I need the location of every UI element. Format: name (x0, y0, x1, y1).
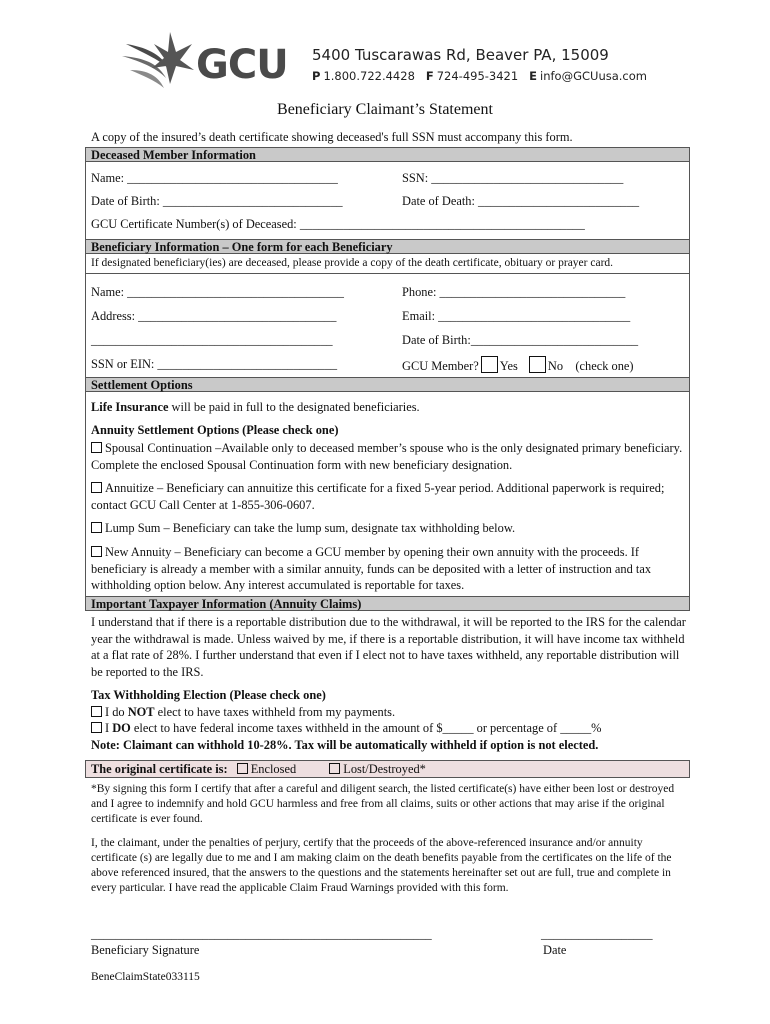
not-withheld-checkbox[interactable] (91, 706, 102, 717)
spousal-checkbox[interactable] (91, 442, 102, 453)
deceased-dod-field[interactable]: Date of Death: __________________________ (402, 194, 640, 208)
phone-label: P (312, 69, 321, 83)
annuity-options-heading: Annuity Settlement Options (Please check one) (91, 423, 339, 437)
deceased-heading: Deceased Member Information (85, 147, 690, 162)
lump-sum-checkbox[interactable] (91, 522, 102, 533)
new-annuity-option (91, 544, 691, 594)
lost-checkbox[interactable] (329, 763, 340, 774)
check-one-hint: (check one) (575, 359, 634, 373)
company-address: 5400 Tuscarawas Rd, Beaver PA, 15009 (312, 46, 609, 64)
original-certificate-bar (85, 760, 690, 778)
member-yes-label: Yes (499, 359, 518, 373)
opt1-pre: I do (105, 705, 128, 719)
life-insurance-rest: will be paid in full to the designated beneficiaries. (168, 400, 420, 414)
deceased-name-field[interactable]: Name: __________________________________ (91, 171, 338, 185)
enclosed-checkbox[interactable] (237, 763, 248, 774)
new-annuity-checkbox[interactable] (91, 546, 102, 557)
tax-note: Note: Claimant can withhold 10-28%. Tax will be automatically withheld if option is not elected. (91, 738, 599, 752)
certify-text: *By signing this form I certify that after a careful and diligent search, the listed certificate(s) have either been lost or destroyed and I agree to indemnify and hold GCU harmless and free from all claims, suits or other actions that may arise if the original certificate is ever found. (91, 783, 675, 825)
fax-label: F (425, 69, 434, 83)
phone-number: 1.800.722.4428 (323, 69, 415, 83)
enclosed-label: Enclosed (250, 762, 297, 776)
gcu-member-row (402, 356, 634, 374)
beneficiary-ssn-field[interactable]: SSN or EIN: _____________________________ (91, 357, 338, 371)
member-no-checkbox[interactable] (529, 356, 546, 373)
beneficiary-note: If designated beneficiary(ies) are deceased, please provide a copy of the death certificate, obituary or prayer card. (91, 257, 614, 269)
signature-line[interactable]: _______________________________________________________ (91, 927, 432, 941)
fax-number: 724-495-3421 (436, 69, 519, 83)
form-title: Beneficiary Claimant’s Statement (277, 101, 493, 118)
beneficiary-address2-field[interactable]: _______________________________________ (91, 333, 333, 347)
new-annuity-text: New Annuity – Beneficiary can become a GCU member by opening their own annuity with the proceeds. If beneficiary is already a member with a similar annuity, funds can be deposited with a letter of instruction and tax withholding option below. Any interest accumulated is reportable for taxes. (91, 545, 652, 592)
gcu-member-label: GCU Member? (402, 359, 479, 373)
annuitize-checkbox[interactable] (91, 482, 102, 493)
beneficiary-heading: Beneficiary Information – One form for each Beneficiary (85, 239, 690, 254)
date-label: Date (543, 943, 567, 957)
lump-sum-option (91, 520, 691, 537)
withheld-checkbox[interactable] (91, 722, 102, 733)
deceased-ssn-field[interactable]: SSN: _______________________________ (402, 171, 624, 185)
annuitize-option (91, 480, 691, 513)
deceased-cert-field[interactable]: GCU Certificate Number(s) of Deceased: ______________________________________________ (91, 217, 585, 231)
intro-text: A copy of the insured’s death certificate showing deceased's full SSN must accompany this form. (91, 130, 573, 144)
email-address: info@GCUusa.com (540, 69, 647, 83)
company-contacts (312, 69, 647, 83)
tax-option-withheld (91, 721, 602, 736)
gcu-logo (120, 26, 302, 92)
date-line[interactable]: __________________ (541, 927, 653, 941)
beneficiary-email-field[interactable]: Email: _______________________________ (402, 309, 631, 323)
beneficiary-dob-field[interactable]: Date of Birth:___________________________ (402, 333, 639, 347)
taxpayer-body: I understand that if there is a reportable distribution due to the withdrawal, it will be reported to the IRS for the calendar year the withdrawal is made. Unless waived by me, if there is a reportable distribution, it will have income tax withheld at a flat rate of 28%. I further understand that even if I elect not to have taxes withheld, any reportable distribution will be reported to the IRS. (91, 615, 686, 679)
email-label: E (529, 69, 538, 83)
tax-election-heading: Tax Withholding Election (Please check one) (91, 688, 326, 702)
opt1-post: elect to have taxes withheld from my payments. (154, 705, 396, 719)
tax-option-not-withheld (91, 705, 395, 720)
spousal-text: Spousal Continuation –Available only to deceased member’s spouse who is the only designated primary beneficiary. Complete the enclosed Spousal Continuation form with new beneficiary designation. (91, 441, 683, 472)
divider (85, 273, 690, 274)
spousal-option (91, 440, 691, 473)
lost-label: Lost/Destroyed* (343, 762, 426, 776)
member-no-label: No (547, 359, 564, 373)
beneficiary-name-field[interactable]: Name: ___________________________________ (91, 285, 344, 299)
logo-text: GCU (196, 42, 288, 88)
opt1-bold: NOT (127, 705, 155, 719)
lump-sum-text: Lump Sum – Beneficiary can take the lump sum, designate tax withholding below. (105, 521, 516, 535)
opt2-post: elect to have federal income taxes withheld in the amount of $_____ or percentage of _____% (130, 721, 602, 735)
member-yes-checkbox[interactable] (481, 356, 498, 373)
original-certificate-label: The original certificate is: (91, 762, 228, 776)
form-code: BeneClaimState033115 (91, 971, 200, 983)
settlement-heading: Settlement Options (85, 377, 690, 392)
beneficiary-address-field[interactable]: Address: ________________________________ (91, 309, 337, 323)
life-insurance-text (91, 400, 420, 415)
perjury-text: I, the claimant, under the penalties of perjury, certify that the proceeds of the above-referenced insurance and/or annuity certificate (s) are legally due to me and I am making claim on the death benefits payable from the certificates on the life of the above referenced insured, that the answers to the questions and the statements hereinafter set out are full, true and complete in every particular. I have read the applicable Claim Fraud Warnings provided with this form. (91, 837, 672, 894)
opt2-bold: DO (112, 721, 131, 735)
life-insurance-bold: Life Insurance (91, 400, 169, 414)
beneficiary-phone-field[interactable]: Phone: ______________________________ (402, 285, 626, 299)
deceased-dob-field[interactable]: Date of Birth: _____________________________ (91, 194, 343, 208)
signature-label: Beneficiary Signature (91, 943, 200, 957)
annuitize-text: Annuitize – Beneficiary can annuitize this certificate for a fixed 5-year period. Additional paperwork is required; contact GCU Call Center at 1-855-306-0607. (91, 481, 665, 512)
opt2-pre: I (105, 721, 113, 735)
taxpayer-heading: Important Taxpayer Information (Annuity Claims) (85, 596, 690, 611)
